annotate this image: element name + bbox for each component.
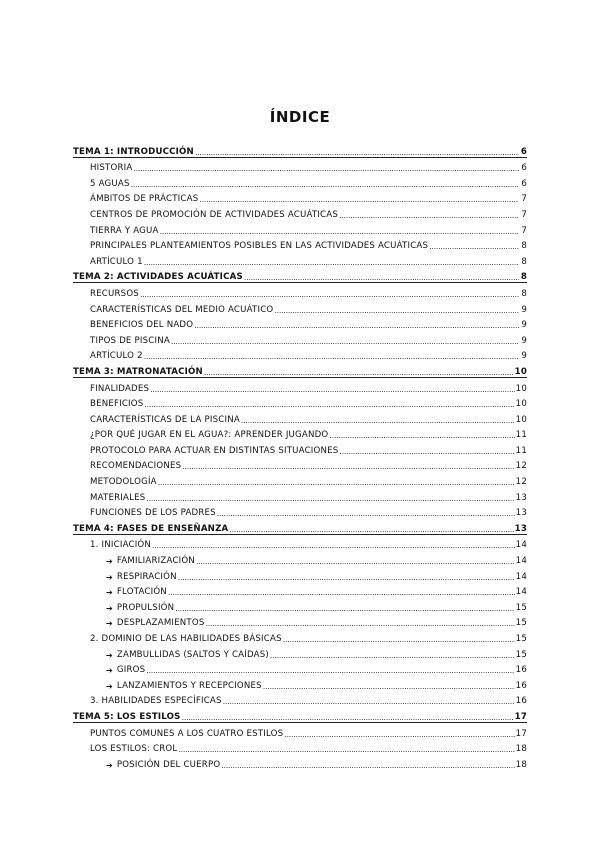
toc-entry-title: ARTÍCULO 2 — [90, 351, 143, 362]
toc-entry[interactable] — [73, 613, 527, 629]
toc-entry[interactable] — [73, 346, 527, 362]
toc-page-number: 12 — [515, 461, 527, 472]
toc-entry-title: CENTROS DE PROMOCIÓN DE ACTIVIDADES ACUÁTICAS — [90, 209, 338, 220]
dot-leader — [131, 180, 519, 189]
dot-leader — [144, 352, 519, 361]
toc-entry[interactable] — [73, 394, 527, 410]
toc-page-number: 7 — [521, 194, 527, 205]
dot-leader — [270, 651, 515, 660]
toc-entry[interactable] — [73, 566, 527, 582]
dot-leader — [339, 211, 519, 220]
dot-leader — [158, 478, 515, 487]
toc-entry-title: TEMA 5: LOS ESTILOS — [73, 711, 181, 722]
toc-entry-title: ZAMBULLIDAS (SALTOS Y CAÍDAS) — [116, 649, 269, 660]
toc-entry[interactable] — [73, 597, 527, 613]
toc-page-number: 10 — [515, 383, 527, 394]
toc-chapter-entry[interactable] — [73, 706, 527, 723]
toc-page-number: 8 — [521, 256, 527, 267]
toc-page-number: 6 — [520, 146, 527, 157]
toc-entry[interactable] — [73, 283, 527, 299]
toc-page-number: 14 — [515, 556, 527, 567]
toc-entry-title: RECOMENDACIONES — [90, 461, 182, 472]
toc-page-number: 9 — [521, 335, 527, 346]
dot-leader — [182, 462, 514, 471]
dot-leader — [223, 697, 515, 706]
toc-entry-title: ÁMBITOS DE PRÁCTICAS — [90, 194, 199, 205]
toc-page-number: 13 — [515, 492, 527, 503]
toc-entry-title: METODOLOGÍA — [90, 477, 157, 488]
toc-entry[interactable] — [73, 471, 527, 487]
dot-leader — [217, 509, 515, 518]
dot-leader — [195, 148, 519, 157]
toc-entry-title: POSICIÓN DEL CUERPO — [116, 759, 221, 770]
toc-entry-title: BENEFICIOS — [90, 399, 144, 410]
toc-page-number: 13 — [515, 508, 527, 519]
toc-page-number: 16 — [515, 696, 527, 707]
toc-page-number: 15 — [515, 634, 527, 644]
toc-chapter-entry[interactable] — [73, 267, 527, 284]
dot-leader — [178, 745, 514, 754]
toc-page-number: 15 — [515, 618, 527, 629]
dot-leader — [133, 164, 519, 173]
toc-page-number: 12 — [515, 477, 527, 488]
toc-chapter-entry[interactable] — [73, 361, 527, 378]
toc-page-number: 8 — [520, 272, 527, 283]
toc-entry[interactable] — [73, 378, 527, 394]
toc-entry-title: 2. DOMINIO DE LAS HABILIDADES BÁSICAS — [90, 634, 282, 644]
toc-chapter-entry[interactable] — [73, 141, 527, 158]
dot-leader — [160, 227, 519, 236]
toc-page-number: 10 — [515, 414, 527, 425]
dot-leader — [274, 306, 519, 315]
toc-page-number: 6 — [521, 163, 527, 174]
toc-entry[interactable] — [73, 503, 527, 519]
toc-entry[interactable] — [73, 425, 527, 441]
toc-chapter-entry[interactable] — [73, 518, 527, 535]
toc-entry[interactable] — [73, 440, 527, 456]
dot-leader — [206, 619, 515, 628]
toc-entry-title: MATERIALES — [90, 492, 146, 503]
toc-entry[interactable] — [73, 628, 527, 644]
toc-page-number: 14 — [515, 540, 527, 551]
dot-leader — [284, 730, 514, 739]
toc-page-number: 11 — [515, 445, 527, 456]
toc-page-number: 17 — [514, 711, 527, 722]
toc-page-number: 9 — [521, 351, 527, 362]
toc-entry-title: CARACTERÍSTICAS DEL MEDIO ACUÁTICO — [90, 304, 274, 315]
toc-entry[interactable] — [73, 644, 527, 660]
toc-entry-title: TIPOS DE PISCINA — [90, 335, 170, 346]
dot-leader — [140, 290, 519, 299]
toc-page-number: 7 — [521, 209, 527, 220]
toc-entry-title: 5 AGUAS — [90, 178, 130, 189]
toc-entry-title: LOS ESTILOS: CROL — [90, 744, 178, 755]
arrow-right-icon: ➔ — [106, 588, 113, 598]
dot-leader — [196, 557, 515, 566]
dot-leader — [146, 494, 514, 503]
toc-entry-title: PUNTOS COMUNES A LOS CUATRO ESTILOS — [90, 728, 284, 739]
toc-entry[interactable] — [73, 535, 527, 551]
dot-leader — [329, 431, 514, 440]
toc-entry-title: TEMA 2: ACTIVIDADES ACUÁTICAS — [73, 272, 243, 283]
toc-entry-title: GIROS — [116, 665, 146, 676]
toc-page-number: 18 — [515, 744, 527, 755]
toc-page-number: 18 — [515, 759, 527, 770]
toc-entry[interactable] — [73, 220, 527, 236]
dot-leader — [146, 666, 514, 675]
arrow-right-icon: ➔ — [106, 619, 113, 629]
toc-entry[interactable] — [73, 691, 527, 707]
dot-leader — [429, 242, 519, 251]
toc-page-number: 6 — [521, 178, 527, 189]
toc-entry-title: DESPLAZAMIENTOS — [116, 618, 205, 629]
toc-entry[interactable] — [73, 754, 527, 770]
toc-entry-title: ¿POR QUÉ JUGAR EN EL AGUA?: APRENDER JUGANDO — [90, 430, 329, 441]
dot-leader — [204, 368, 514, 377]
dot-leader — [263, 682, 515, 691]
arrow-right-icon: ➔ — [106, 557, 113, 567]
dot-leader — [241, 416, 515, 425]
dot-leader — [339, 447, 514, 456]
toc-entry[interactable] — [73, 550, 527, 566]
toc-page-number: 9 — [521, 320, 527, 331]
arrow-right-icon: ➔ — [106, 572, 113, 582]
toc-entry-title: RECURSOS — [90, 288, 139, 299]
page-title: ÍNDICE — [269, 108, 331, 127]
toc-entry[interactable] — [73, 299, 527, 315]
dot-leader — [175, 604, 514, 613]
dot-leader — [152, 541, 515, 550]
dot-leader — [171, 337, 519, 346]
toc-entry[interactable] — [73, 660, 527, 676]
dot-leader — [229, 525, 513, 534]
toc-page-number: 10 — [514, 366, 527, 377]
toc-entry-title: 1. INICIACIÓN — [90, 540, 152, 551]
toc-page-number: 10 — [515, 399, 527, 410]
toc-page-number: 13 — [514, 523, 527, 534]
toc-page-number: 15 — [515, 649, 527, 660]
toc-page-number: 9 — [521, 304, 527, 315]
toc-entry-title: PROTOCOLO PARA ACTUAR EN DISTINTAS SITUACIONES — [90, 445, 339, 456]
toc-page-number: 11 — [515, 430, 527, 441]
toc-entry-title: LANZAMIENTOS Y RECEPCIONES — [116, 680, 262, 691]
dot-leader — [150, 385, 515, 394]
toc-entry[interactable] — [73, 158, 527, 174]
toc-entry[interactable] — [73, 739, 527, 755]
toc-entry[interactable] — [73, 409, 527, 425]
toc-page-number: 16 — [515, 665, 527, 676]
dot-leader — [244, 273, 519, 282]
dot-leader — [182, 713, 514, 722]
toc-entry-title: RESPIRACIÓN — [116, 571, 177, 582]
toc-entry[interactable] — [73, 675, 527, 691]
toc-entry-title: FLOTACIÓN — [116, 587, 167, 598]
toc-page-number: 14 — [515, 587, 527, 598]
toc-entry-title: 3. HABILIDADES ESPECÍFICAS — [90, 696, 222, 707]
toc-entry[interactable] — [73, 251, 527, 267]
toc-entry-title: TIERRA Y AGUA — [90, 225, 159, 236]
table-of-contents — [73, 141, 527, 770]
dot-leader — [199, 195, 519, 204]
dot-leader — [144, 400, 514, 409]
dot-leader — [283, 635, 515, 644]
arrow-right-icon: ➔ — [106, 666, 113, 676]
dot-leader — [144, 258, 519, 267]
dot-leader — [168, 588, 515, 597]
toc-entry[interactable] — [73, 582, 527, 598]
arrow-right-icon: ➔ — [106, 650, 113, 660]
toc-page-number: 16 — [515, 680, 527, 691]
toc-entry-title: CARACTERÍSTICAS DE LA PISCINA — [90, 414, 240, 425]
dot-leader — [178, 573, 515, 582]
toc-entry-title: FAMILIARIZACIÓN — [116, 556, 195, 567]
toc-page-number: 14 — [515, 571, 527, 582]
toc-entry[interactable] — [73, 204, 527, 220]
arrow-right-icon: ➔ — [106, 603, 113, 613]
toc-page-number: 7 — [521, 225, 527, 236]
toc-page-number: 17 — [515, 728, 527, 739]
toc-entry-title: HISTORIA — [90, 163, 133, 174]
toc-entry-title: FUNCIONES DE LOS PADRES — [90, 508, 216, 519]
toc-entry-title: PROPULSIÓN — [116, 602, 175, 613]
toc-entry-title: BENEFICIOS DEL NADO — [90, 320, 194, 331]
arrow-right-icon: ➔ — [106, 681, 113, 691]
dot-leader — [221, 761, 514, 770]
toc-entry[interactable] — [73, 236, 527, 252]
arrow-right-icon: ➔ — [106, 760, 113, 770]
toc-entry[interactable] — [73, 330, 527, 346]
toc-entry-title: ARTÍCULO 1 — [90, 256, 143, 267]
toc-entry-title: TEMA 3: MATRONATACIÓN — [73, 366, 203, 377]
toc-page-number: 8 — [521, 288, 527, 299]
toc-entry-title: TEMA 4: FASES DE ENSEÑANZA — [73, 523, 229, 534]
toc-entry[interactable] — [73, 189, 527, 205]
toc-entry-title: TEMA 1: INTRODUCCIÓN — [73, 146, 194, 157]
toc-page-number: 8 — [521, 241, 527, 252]
toc-entry[interactable] — [73, 315, 527, 331]
toc-entry[interactable] — [73, 723, 527, 739]
dot-leader — [194, 321, 519, 330]
toc-entry[interactable] — [73, 456, 527, 472]
toc-page-number: 15 — [515, 602, 527, 613]
toc-entry[interactable] — [73, 173, 527, 189]
toc-entry-title: PRINCIPALES PLANTEAMIENTOS POSIBLES EN LAS ACTIVIDADES ACUÁTICAS — [90, 241, 429, 252]
toc-entry[interactable] — [73, 487, 527, 503]
toc-entry-title: FINALIDADES — [90, 383, 150, 394]
